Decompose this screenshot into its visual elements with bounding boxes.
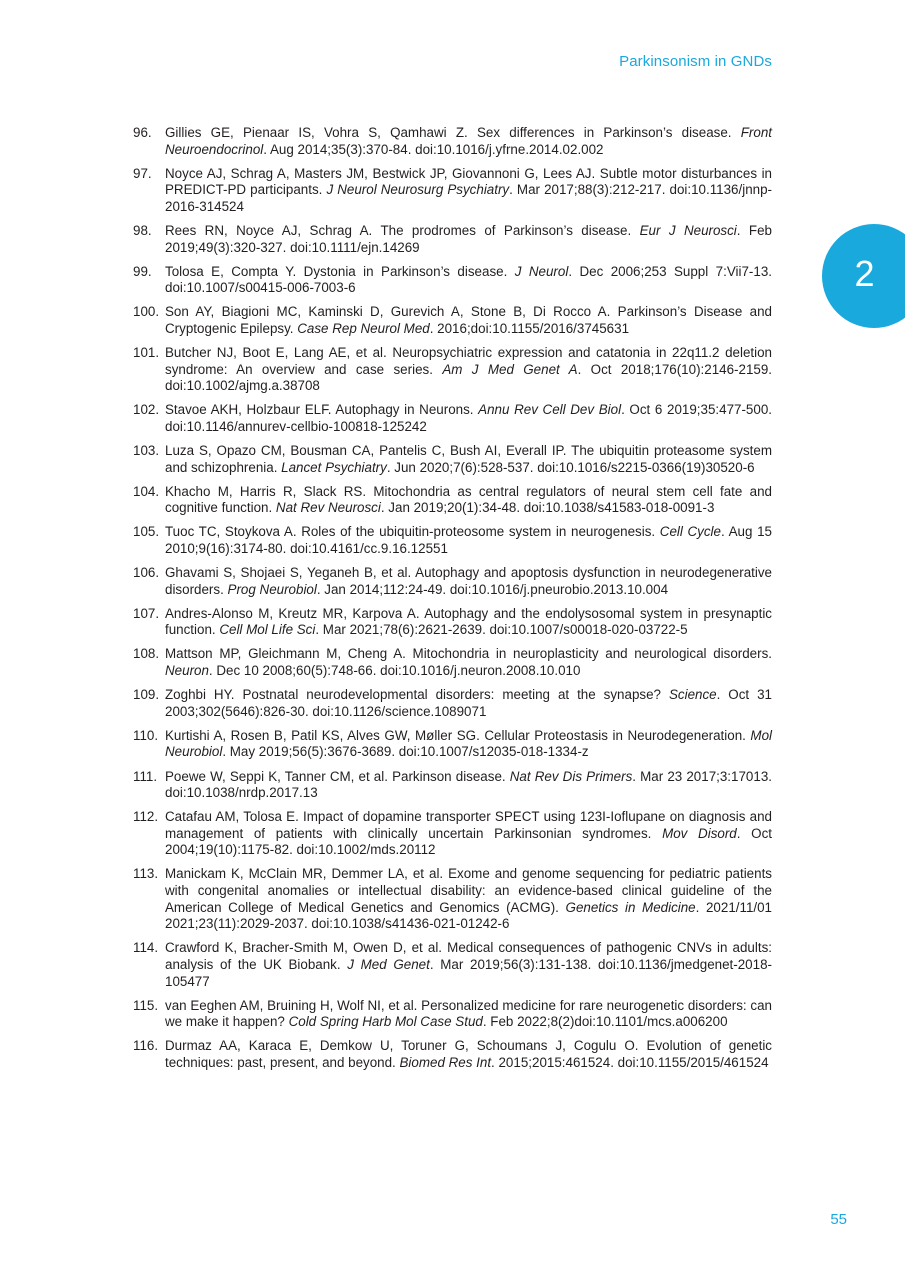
- reference-citation: Rees RN, Noyce AJ, Schrag A. The prodromes of Parkinson’s disease.: [165, 222, 640, 238]
- reference-list: [133, 125, 772, 1079]
- reference-number: 106.: [133, 565, 160, 581]
- reference-journal: J Med Genet: [347, 956, 430, 972]
- reference-journal: Cell Cycle: [659, 524, 721, 540]
- reference-journal: Cold Spring Harb Mol Case Stud: [288, 1014, 483, 1030]
- reference-text: [165, 769, 772, 802]
- reference-details: . May 2019;56(5):3676-3689. doi:10.1007/s12035-018-1334-z: [222, 744, 589, 760]
- reference-text: [165, 304, 772, 337]
- reference-text: [165, 998, 772, 1031]
- reference-text: [165, 402, 772, 435]
- reference-details: . Mar 23 2017;3:17013. doi:10.1038/nrdp.2017.13: [165, 768, 772, 801]
- reference-citation: Kurtishi A, Rosen B, Patil KS, Alves GW, Møller SG. Cellular Proteostasis in Neurodegeneration.: [165, 727, 751, 743]
- reference-number: 113.: [133, 866, 159, 882]
- reference-item: [133, 166, 772, 216]
- reference-number: 107.: [133, 605, 160, 621]
- reference-number: 103.: [133, 443, 160, 458]
- reference-item: [133, 264, 772, 297]
- reference-citation: Noyce AJ, Schrag A, Masters JM, Bestwick JP, Giovannoni G, Lees AJ. Subtle motor disturbances in PREDICT-PD participants.: [165, 165, 772, 198]
- reference-journal: Prog Neurobiol: [227, 581, 317, 597]
- reference-text: [165, 1038, 772, 1071]
- reference-journal: Neuron: [165, 663, 209, 679]
- reference-details: . Oct 2018;176(10):2146-2159. doi:10.1002/ajmg.a.38708: [165, 361, 773, 394]
- reference-journal: Genetics in Medicine: [565, 899, 696, 915]
- reference-number: 105.: [133, 524, 160, 540]
- reference-text: [165, 866, 772, 932]
- reference-text: [165, 606, 772, 639]
- reference-item: [133, 565, 772, 598]
- reference-journal: Nat Rev Neurosci: [275, 500, 381, 516]
- reference-citation: Tuoc TC, Stoykova A. Roles of the ubiquitin-proteosome system in neurogenesis.: [165, 524, 660, 540]
- reference-number: 101.: [133, 345, 160, 361]
- reference-text: [165, 125, 772, 158]
- reference-journal: Biomed Res Int: [399, 1054, 492, 1070]
- reference-details: . Oct 6 2019;35:477-500. doi:10.1146/annurev-cellbio-100818-125242: [165, 402, 772, 434]
- reference-citation: Gillies GE, Pienaar IS, Vohra S, Qamhawi Z. Sex differences in Parkinson’s disease.: [165, 125, 741, 140]
- reference-number: 109.: [133, 687, 160, 703]
- reference-text: [165, 565, 772, 598]
- chapter-number: 2: [854, 253, 875, 294]
- reference-item: [133, 223, 772, 256]
- reference-text: [165, 264, 772, 297]
- reference-citation: Mattson MP, Gleichmann M, Cheng A. Mitochondria in neuroplasticity and neurological disorders.: [165, 646, 772, 662]
- reference-item: [133, 809, 772, 859]
- reference-details: . Oct 2004;19(10):1175-82. doi:10.1002/mds.20112: [165, 825, 773, 858]
- reference-citation: Durmaz AA, Karaca E, Demkow U, Toruner G, Schoumans J, Cogulu O. Evolution of genetic techniques: past, present, and beyond.: [165, 1038, 772, 1070]
- reference-number: 96.: [133, 125, 152, 140]
- reference-details: . Mar 2021;78(6):2621-2639. doi:10.1007/s00018-020-03722-5: [315, 622, 688, 638]
- reference-details: . Oct 31 2003;302(5646):826-30. doi:10.1126/science.1089071: [165, 687, 772, 719]
- reference-details: . Feb 2019;49(3):320-327. doi:10.1111/ejn.14269: [165, 222, 773, 255]
- reference-text: [165, 940, 772, 990]
- reference-item: [133, 769, 772, 802]
- reference-number: 114.: [133, 940, 159, 956]
- reference-number: 98.: [133, 222, 152, 238]
- page-number: 55: [830, 1211, 847, 1228]
- reference-item: [133, 345, 772, 395]
- reference-item: [133, 484, 772, 517]
- reference-journal: J Neurol: [514, 263, 569, 279]
- reference-journal: Science: [668, 687, 717, 703]
- reference-item: [133, 687, 772, 720]
- reference-item: [133, 728, 772, 761]
- reference-citation: Poewe W, Seppi K, Tanner CM, et al. Parkinson disease.: [165, 768, 510, 784]
- reference-citation: Stavoe AKH, Holzbaur ELF. Autophagy in Neurons.: [165, 402, 479, 418]
- reference-text: [165, 646, 772, 679]
- reference-citation: Catafau AM, Tolosa E. Impact of dopamine transporter SPECT using 123I-Ioflupane on diagnosis and management of patients with clinically uncertain Parkinsonian syndromes.: [165, 809, 772, 841]
- reference-number: 104.: [133, 483, 160, 499]
- reference-text: [165, 345, 772, 395]
- reference-item: [133, 402, 772, 435]
- reference-citation: Tolosa E, Compta Y. Dystonia in Parkinson’s disease.: [165, 263, 515, 279]
- reference-number: 111.: [133, 768, 158, 784]
- reference-item: [133, 606, 772, 639]
- reference-details: . Mar 2017;88(3):212-217. doi:10.1136/jnnp-2016-314524: [165, 182, 772, 214]
- reference-details: . Aug 2014;35(3):370-84. doi:10.1016/j.yfrne.2014.02.002: [263, 141, 604, 157]
- reference-number: 112.: [133, 809, 159, 825]
- reference-item: [133, 866, 772, 932]
- reference-details: . Aug 15 2010;9(16):3174-80. doi:10.4161/cc.9.16.12551: [165, 524, 772, 556]
- running-header: Parkinsonism in GNDs: [619, 53, 772, 70]
- reference-journal: Mol Neurobiol: [165, 727, 772, 760]
- reference-details: . 2021/11/01 2021;23(11):2029-2037. doi:10.1038/s41436-021-01242-6: [165, 899, 773, 932]
- reference-journal: Cell Mol Life Sci: [219, 622, 316, 638]
- reference-citation: Crawford K, Bracher-Smith M, Owen D, et al. Medical consequences of pathogenic CNVs in adults: analysis of the UK Biobank.: [165, 940, 772, 972]
- reference-item: [133, 304, 772, 337]
- reference-journal: Mov Disord: [662, 825, 737, 841]
- reference-text: [165, 524, 772, 557]
- reference-citation: Butcher NJ, Boot E, Lang AE, et al. Neuropsychiatric expression and catatonia in 22q11.2 deletion syndrome: An overview and case series.: [165, 345, 772, 377]
- reference-journal: Front Neuroendocrinol: [165, 125, 772, 157]
- reference-citation: Khacho M, Harris R, Slack RS. Mitochondria as central regulators of neural stem cell fate and cognitive function.: [165, 483, 772, 516]
- reference-item: [133, 646, 772, 679]
- reference-number: 116.: [133, 1038, 159, 1054]
- reference-number: 100.: [133, 304, 160, 320]
- reference-number: 110.: [133, 727, 159, 743]
- reference-text: [165, 443, 772, 476]
- reference-citation: Andres-Alonso M, Kreutz MR, Karpova A. Autophagy and the endolysosomal system in presynaptic function.: [165, 605, 772, 638]
- reference-citation: Manickam K, McClain MR, Demmer LA, et al. Exome and genome sequencing for pediatric patients with congenital anomalies or intellectual disability: an evidence-based clinical guideline of the American College of Medical Genetics and Genomics (ACMG).: [165, 866, 772, 915]
- reference-text: [165, 687, 772, 720]
- reference-item: [133, 443, 772, 476]
- reference-citation: Son AY, Biagioni MC, Kaminski D, Gurevich A, Stone B, Di Rocco A. Parkinson’s Disease and Cryptogenic Epilepsy.: [165, 304, 772, 336]
- chapter-tab: [822, 224, 905, 328]
- reference-details: . Mar 2019;56(3):131-138. doi:10.1136/jmedgenet-2018-105477: [165, 956, 772, 989]
- reference-number: 115.: [133, 997, 159, 1013]
- reference-text: [165, 223, 772, 256]
- reference-citation: Ghavami S, Shojaei S, Yeganeh B, et al. Autophagy and apoptosis dysfunction in neurodegenerative disorders.: [165, 565, 772, 597]
- reference-details: . 2016;doi:10.1155/2016/3745631: [429, 320, 630, 336]
- reference-details: . Dec 10 2008;60(5):748-66. doi:10.1016/j.neuron.2008.10.010: [208, 663, 581, 679]
- reference-journal: Nat Rev Dis Primers: [509, 768, 633, 784]
- reference-journal: Lancet Psychiatry: [281, 459, 387, 475]
- reference-number: 102.: [133, 402, 160, 418]
- reference-citation: Zoghbi HY. Postnatal neurodevelopmental disorders: meeting at the synapse?: [165, 687, 669, 703]
- reference-journal: J Neurol Neurosurg Psychiatry: [326, 182, 510, 198]
- reference-journal: Annu Rev Cell Dev Biol: [478, 402, 622, 418]
- reference-details: . Jun 2020;7(6):528-537. doi:10.1016/s2215-0366(19)30520-6: [386, 459, 755, 475]
- reference-text: [165, 166, 772, 216]
- reference-details: . Jan 2019;20(1):34-48. doi:10.1038/s41583-018-0091-3: [380, 500, 715, 516]
- reference-details: . 2015;2015:461524. doi:10.1155/2015/461524: [491, 1054, 769, 1070]
- reference-text: [165, 484, 772, 517]
- reference-number: 99.: [133, 263, 152, 279]
- reference-citation: van Eeghen AM, Bruining H, Wolf NI, et al. Personalized medicine for rare neurogenetic disorders: can we make it happen?: [165, 997, 772, 1030]
- reference-item: [133, 1038, 772, 1071]
- reference-item: [133, 998, 772, 1031]
- reference-details: . Jan 2014;112:24-49. doi:10.1016/j.pneurobio.2013.10.004: [316, 581, 669, 597]
- reference-text: [165, 809, 772, 859]
- reference-item: [133, 940, 772, 990]
- reference-citation: Luza S, Opazo CM, Bousman CA, Pantelis C, Bush AI, Everall IP. The ubiquitin proteasome system and schizophrenia.: [165, 443, 772, 475]
- reference-journal: Eur J Neurosci: [639, 222, 737, 238]
- reference-number: 97.: [133, 165, 152, 181]
- reference-journal: Am J Med Genet A: [442, 361, 578, 377]
- reference-details: . Dec 2006;253 Suppl 7:Vii7-13. doi:10.1007/s00415-006-7003-6: [165, 263, 772, 296]
- reference-journal: Case Rep Neurol Med: [297, 320, 430, 336]
- reference-number: 108.: [133, 646, 160, 662]
- reference-details: . Feb 2022;8(2)doi:10.1101/mcs.a006200: [482, 1014, 728, 1030]
- reference-item: [133, 524, 772, 557]
- reference-text: [165, 728, 772, 761]
- reference-item: [133, 125, 772, 158]
